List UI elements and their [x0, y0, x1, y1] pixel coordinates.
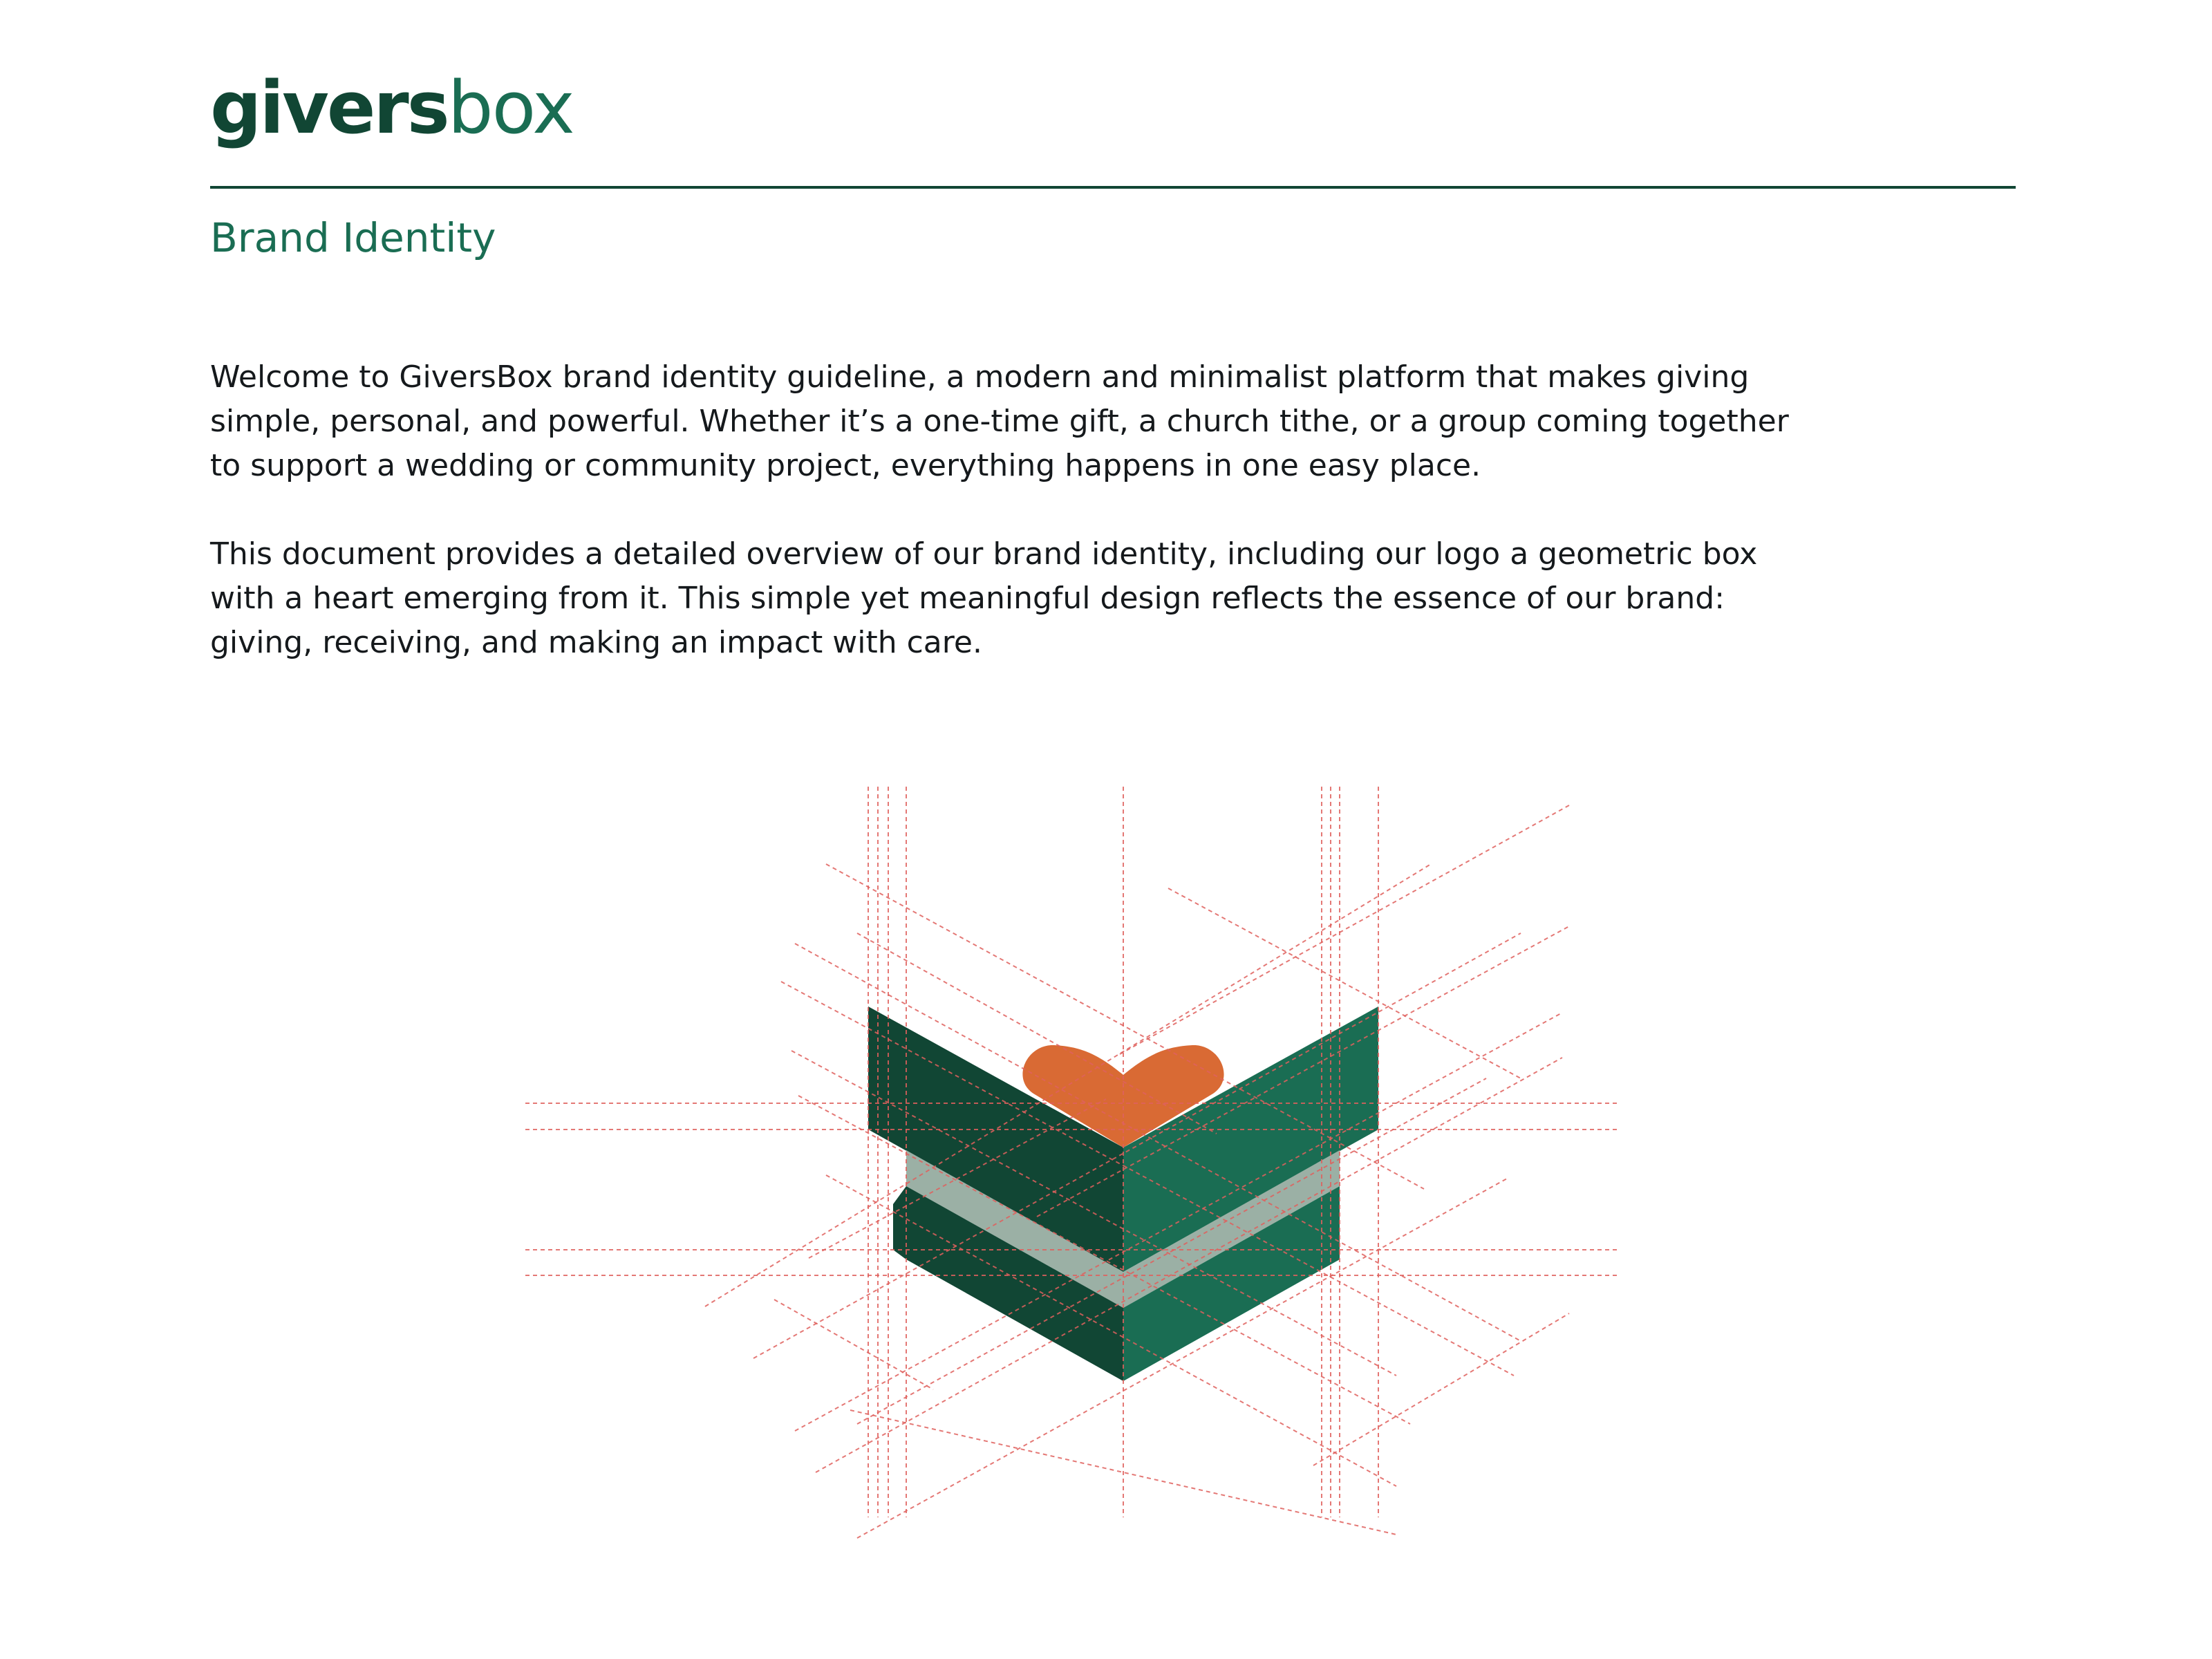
left-box-top-edge [893, 1186, 906, 1259]
page-title: Brand Identity [210, 214, 496, 261]
intro-paragraph-1-line: simple, personal, and powerful. Whether it’s a one-time gift, a church tithe, or a group coming together [210, 404, 1789, 439]
intro-paragraph-2-line: This document provides a detailed overview of our brand identity, including our logo a geometric box [210, 536, 1758, 572]
intro-paragraph-2-line: giving, receiving, and making an impact with care. [210, 625, 982, 660]
intro-paragraph-1-line: to support a wedding or community project, everything happens in one easy place. [210, 448, 1481, 483]
guide-line [774, 1300, 933, 1389]
intro-paragraph-1-line: Welcome to GiversBox brand identity guideline, a modern and minimalist platform that makes giving [210, 359, 1750, 395]
guide-line [1313, 1313, 1569, 1465]
wordmark-givers: givers [210, 66, 448, 150]
guide-line [1120, 805, 1569, 1054]
wordmark-box: box [447, 66, 574, 150]
intro-paragraph-2-line: with a heart emerging from it. This simple yet meaningful design reflects the essence of our brand: [210, 581, 1725, 616]
